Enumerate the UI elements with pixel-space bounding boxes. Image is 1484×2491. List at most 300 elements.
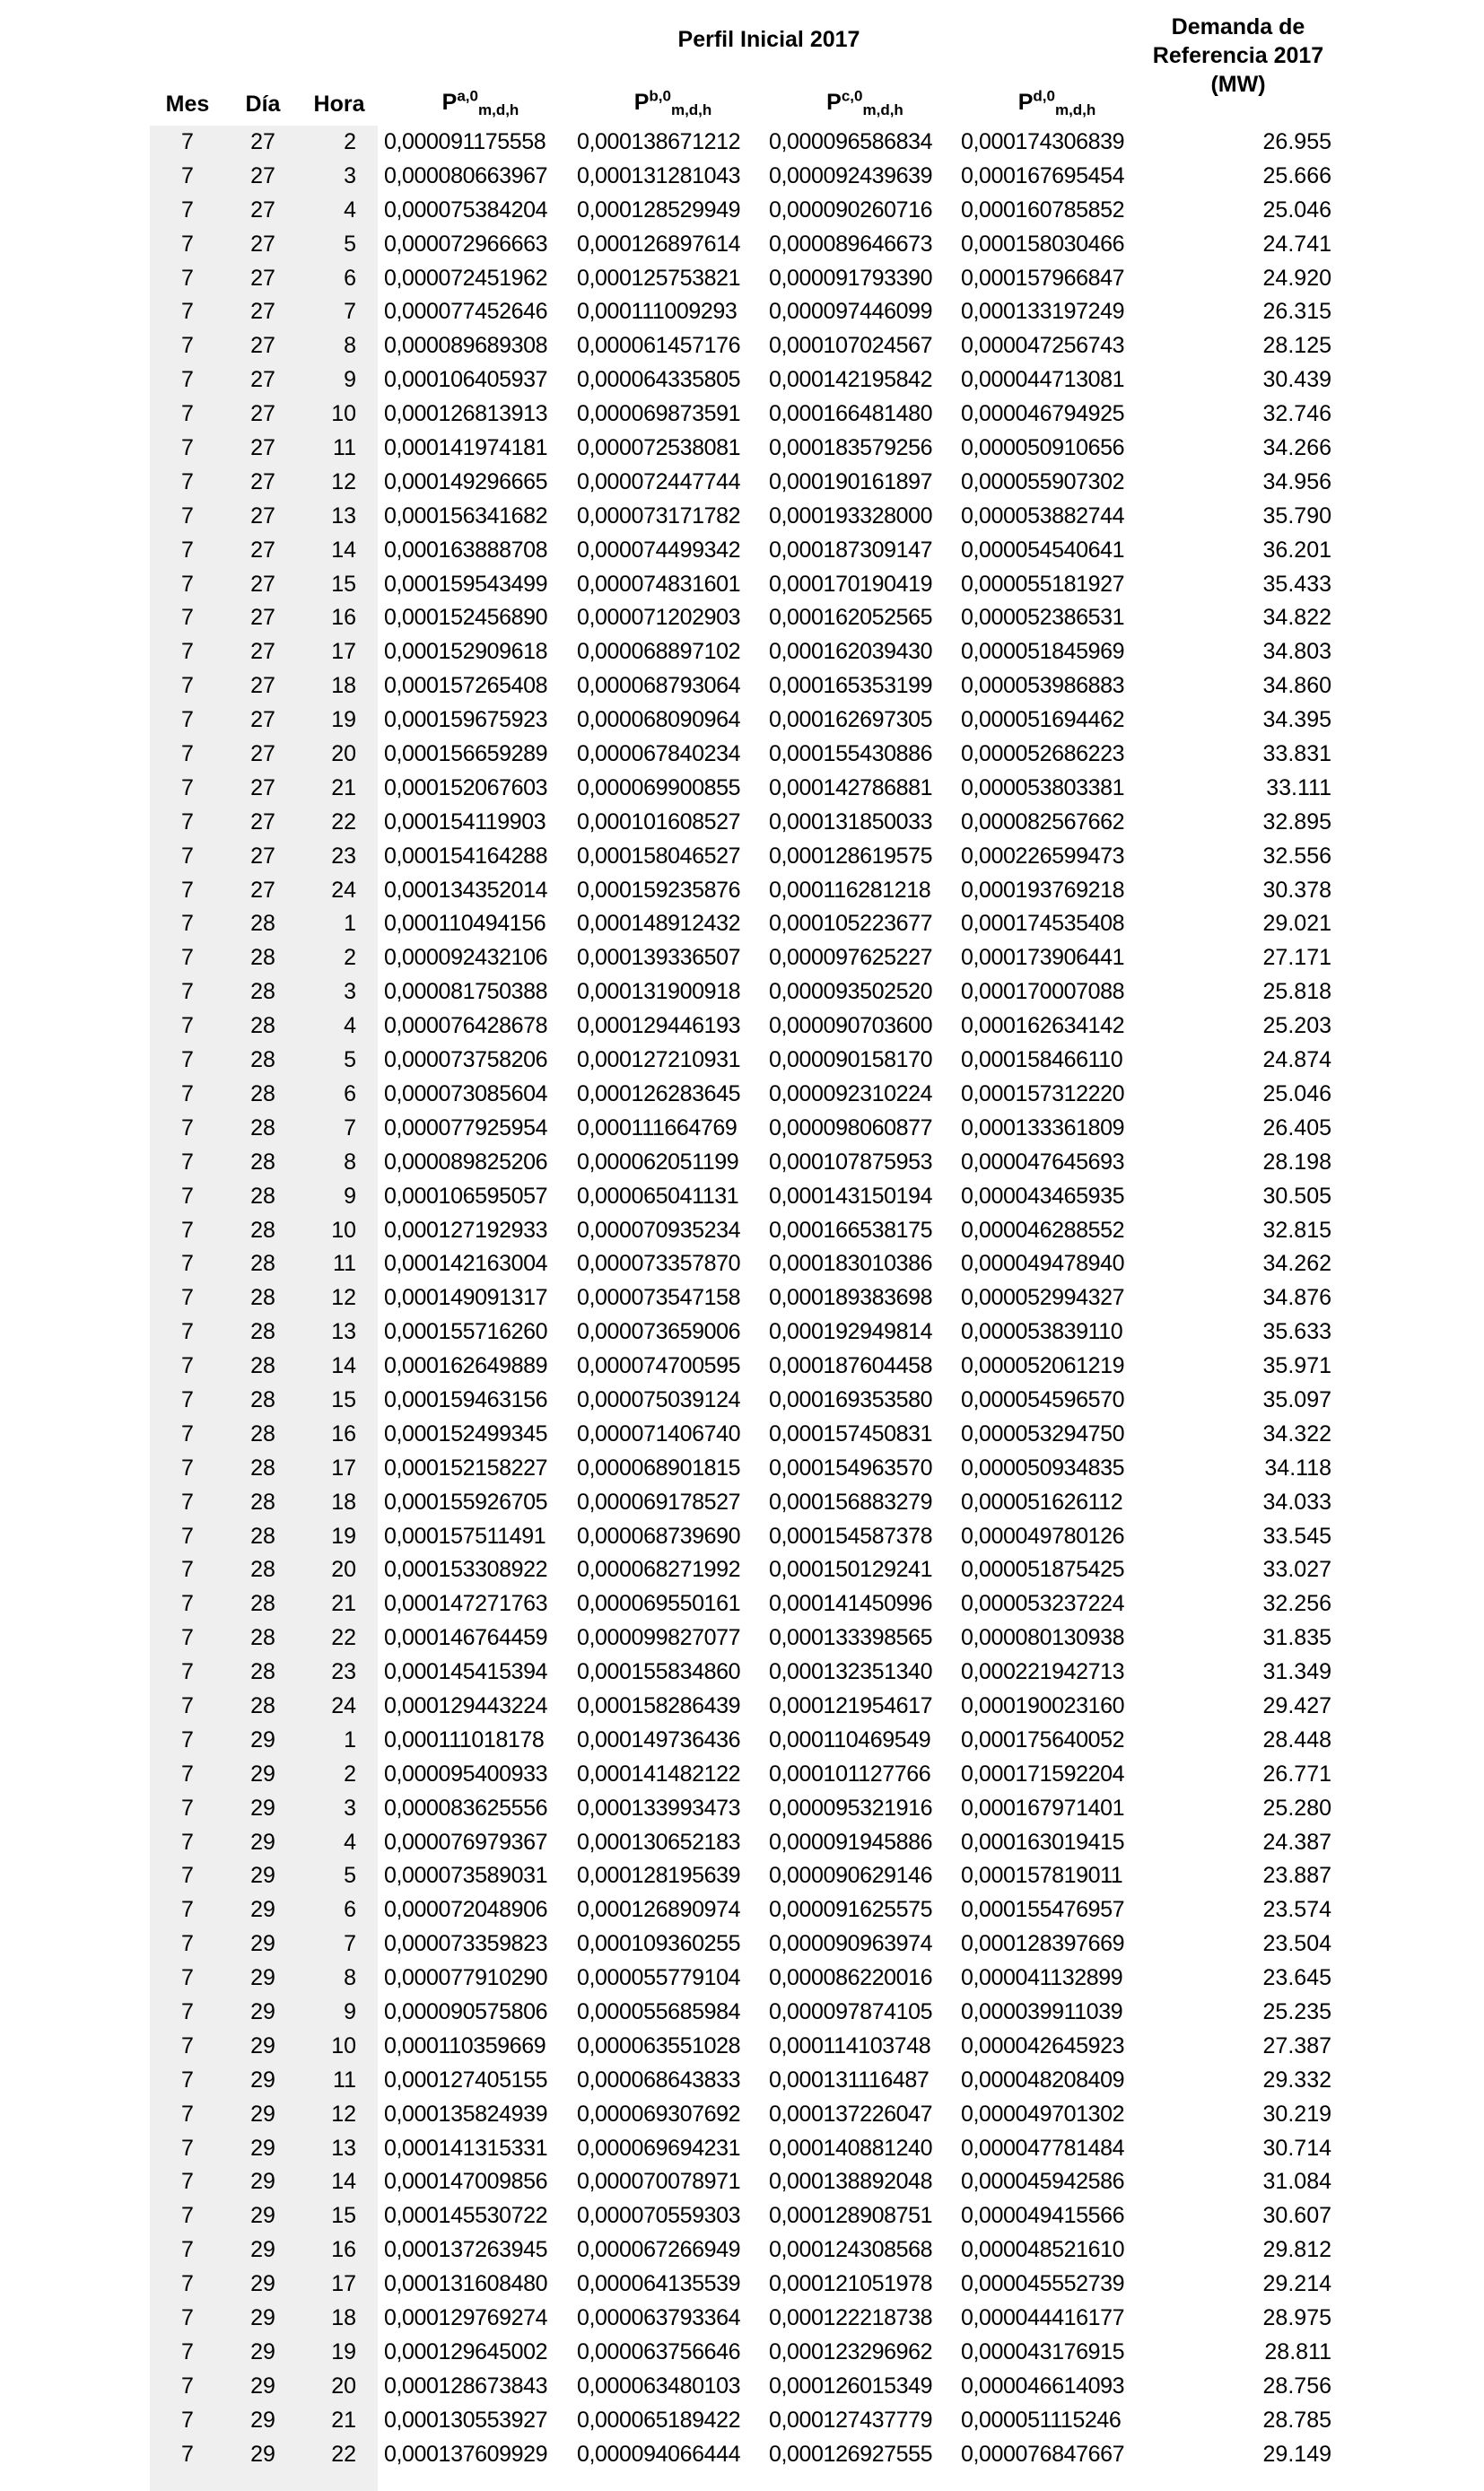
cell-pd: 0,000053839110 (961, 1319, 1123, 1345)
col-header-pd-sup: d,0 (1033, 87, 1055, 105)
cell-pd: 0,000053882744 (961, 503, 1125, 529)
cell-pb: 0,000141482122 (577, 1761, 741, 1787)
cell-pc: 0,000092439639 (769, 162, 933, 188)
col-header-pc-sup: c,0 (841, 87, 863, 105)
cell-mes: 7 (181, 707, 194, 733)
cell-pa: 0,000126813913 (384, 401, 548, 427)
cell-pd: 0,000053986883 (961, 673, 1125, 699)
table-row (0, 1281, 1484, 1315)
cell-dia: 28 (250, 1251, 275, 1277)
col-header-pa-sub: m,d,h (477, 101, 519, 118)
table-row (0, 1486, 1484, 1520)
cell-pa: 0,000137609929 (384, 2441, 548, 2467)
cell-demanda: 28.198 (1262, 1149, 1331, 1175)
cell-pb: 0,000126283645 (577, 1080, 741, 1106)
cell-pc: 0,000107024567 (769, 333, 933, 359)
cell-pb: 0,000069694231 (577, 2135, 741, 2161)
cell-mes: 7 (181, 2032, 194, 2058)
cell-pa: 0,000075384204 (384, 197, 548, 223)
cell-hora-value: 22 (331, 808, 356, 835)
cell-hora-value: 14 (331, 2169, 356, 2195)
cell-dia: 28 (250, 1692, 275, 1718)
cell-mes: 7 (181, 774, 194, 800)
cell-demanda: 28.756 (1262, 2373, 1331, 2399)
cell-pd: 0,000080130938 (961, 1625, 1125, 1651)
table-row (0, 907, 1484, 941)
cell-mes: 7 (181, 945, 194, 971)
cell-pb: 0,000148912432 (577, 911, 741, 937)
cell-demanda: 29.812 (1262, 2237, 1331, 2263)
cell-hora (301, 1486, 378, 1520)
demand-title-line-3: (MW) (1210, 72, 1266, 97)
cell-pd: 0,000174306839 (961, 129, 1125, 154)
cell-dia: 27 (250, 468, 275, 494)
cell-pa: 0,000147009856 (384, 2169, 548, 2195)
cell-demanda: 33.027 (1262, 1557, 1331, 1583)
cell-pa: 0,000089825206 (384, 1149, 548, 1175)
cell-hora (301, 2199, 378, 2233)
table-row (0, 1553, 1484, 1587)
cell-hora (301, 1656, 378, 1690)
cell-pc: 0,000098060877 (769, 1114, 933, 1141)
cell-pd: 0,000039911039 (961, 1998, 1123, 2024)
cell-pa: 0,000106405937 (384, 367, 548, 393)
cell-pa: 0,000141315331 (384, 2135, 548, 2161)
cell-mes: 7 (181, 1761, 194, 1787)
table-row (0, 1996, 1484, 2030)
cell-pa: 0,000106595057 (384, 1183, 548, 1209)
cell-demanda: 24.920 (1262, 265, 1331, 291)
cell-pa: 0,000159543499 (384, 571, 548, 597)
cell-demanda: 33.545 (1262, 1523, 1331, 1549)
cell-hora-value: 16 (331, 1420, 356, 1447)
table-row (0, 1520, 1484, 1554)
cell-hora-value: 7 (344, 1931, 356, 1957)
cell-hora (301, 534, 378, 568)
cell-hora-value: 4 (344, 1829, 356, 1855)
table-row (0, 568, 1484, 602)
cell-demanda: 29.427 (1262, 1692, 1331, 1718)
cell-mes: 7 (181, 1726, 194, 1752)
cell-pb: 0,000073659006 (577, 1319, 741, 1345)
cell-pc: 0,000121954617 (769, 1692, 933, 1718)
table-row (0, 1418, 1484, 1452)
cell-hora-value: 9 (344, 1998, 356, 2024)
cell-pa: 0,000157265408 (384, 673, 548, 699)
cell-pb: 0,000063756646 (577, 2338, 741, 2364)
cell-demanda: 34.956 (1262, 468, 1331, 494)
cell-pd: 0,000055907302 (961, 468, 1125, 494)
cell-pc: 0,000189383698 (769, 1285, 933, 1311)
cell-mes: 7 (181, 435, 194, 461)
cell-hora-value: 15 (331, 2203, 356, 2229)
cell-pb: 0,000073357870 (577, 1251, 741, 1277)
cell-pd: 0,000046288552 (961, 1217, 1125, 1243)
cell-pa: 0,000073758206 (384, 1047, 548, 1073)
cell-pd: 0,000054540641 (961, 537, 1125, 563)
cell-hora-value: 17 (331, 1455, 356, 1481)
cell-dia: 28 (250, 1013, 275, 1039)
cell-pa: 0,000146764459 (384, 1625, 548, 1651)
table-row (0, 2165, 1484, 2199)
cell-pb: 0,000128195639 (577, 1863, 741, 1889)
cell-pc: 0,000154963570 (769, 1455, 933, 1481)
cell-pa: 0,000076979367 (384, 1829, 548, 1855)
cell-dia: 27 (250, 401, 275, 427)
cell-pc: 0,000192949814 (769, 1319, 933, 1345)
cell-hora-value: 13 (331, 2135, 356, 2161)
cell-pa: 0,000152499345 (384, 1420, 548, 1447)
cell-pc: 0,000092310224 (769, 1080, 933, 1106)
cell-pa: 0,000137263945 (384, 2237, 548, 2263)
cell-dia: 29 (250, 2305, 275, 2330)
demand-title (1139, 13, 1337, 99)
cell-mes: 7 (181, 741, 194, 767)
cell-pd: 0,000042645923 (961, 2032, 1125, 2058)
cell-hora (301, 1418, 378, 1452)
col-header-pd-base: P (1017, 90, 1034, 115)
cell-hora-value: 10 (331, 401, 356, 427)
cell-pc: 0,000143150194 (769, 1183, 933, 1209)
cell-pb: 0,000149736436 (577, 1726, 741, 1752)
table-row (0, 1893, 1484, 1927)
cell-pd: 0,000044416177 (961, 2305, 1125, 2330)
cell-mes: 7 (181, 1217, 194, 1243)
table-row (0, 2064, 1484, 2098)
cell-pb: 0,000158046527 (577, 843, 741, 869)
cell-dia: 27 (250, 639, 275, 665)
cell-dia: 28 (250, 1353, 275, 1379)
cell-hora (301, 2268, 378, 2302)
cell-pd: 0,000045552739 (961, 2271, 1125, 2297)
cell-pd: 0,000050934835 (961, 1455, 1125, 1481)
cell-demanda: 25.046 (1262, 197, 1331, 223)
cell-pc: 0,000090260716 (769, 197, 933, 223)
cell-pb: 0,000074700595 (577, 1353, 741, 1379)
cell-hora (301, 1384, 378, 1418)
table-row (0, 806, 1484, 840)
cell-demanda: 26.771 (1262, 1761, 1331, 1787)
cell-demanda: 35.097 (1262, 1386, 1331, 1412)
cell-dia: 29 (250, 2101, 275, 2127)
cell-hora-value: 17 (331, 639, 356, 665)
cell-hora (301, 1010, 378, 1044)
table-row (0, 126, 1484, 160)
cell-pc: 0,000170190419 (769, 571, 933, 597)
cell-pb: 0,000064335805 (577, 367, 741, 393)
cell-hora-value: 4 (344, 1013, 356, 1039)
table-row (0, 2336, 1484, 2370)
cell-pa: 0,000110359669 (384, 2032, 546, 2058)
cell-dia: 28 (250, 1149, 275, 1175)
cell-pb: 0,000068901815 (577, 1455, 741, 1481)
cell-hora (301, 772, 378, 806)
table-row (0, 1621, 1484, 1656)
table-row (0, 941, 1484, 975)
cell-dia: 28 (250, 1047, 275, 1073)
table-row (0, 2438, 1484, 2472)
cell-pb: 0,000063551028 (577, 2032, 741, 2058)
cell-mes: 7 (181, 1114, 194, 1141)
cell-pb: 0,000068897102 (577, 639, 741, 665)
cell-demanda: 32.895 (1262, 808, 1331, 835)
cell-hora-value: 8 (344, 333, 356, 359)
cell-mes: 7 (181, 197, 194, 223)
cell-mes: 7 (181, 1523, 194, 1549)
cell-mes: 7 (181, 673, 194, 699)
table-row (0, 2098, 1484, 2132)
cell-dia: 29 (250, 2338, 275, 2364)
cell-pc: 0,000090963974 (769, 1931, 933, 1957)
cell-pb: 0,000069873591 (577, 401, 741, 427)
cell-mes: 7 (181, 333, 194, 359)
cell-dia: 27 (250, 367, 275, 393)
cell-pd: 0,000053294750 (961, 1420, 1125, 1447)
cell-dia: 28 (250, 1285, 275, 1311)
cell-pb: 0,000074831601 (577, 571, 741, 597)
cell-dia: 27 (250, 774, 275, 800)
cell-pd: 0,000049701302 (961, 2101, 1125, 2127)
cell-mes: 7 (181, 1285, 194, 1311)
table-row (0, 1214, 1484, 1248)
cell-demanda: 29.214 (1262, 2271, 1331, 2297)
cell-pb: 0,000061457176 (577, 333, 741, 359)
table-row (0, 329, 1484, 363)
cell-demanda: 35.633 (1262, 1319, 1331, 1345)
cell-mes: 7 (181, 1149, 194, 1175)
cell-pd: 0,000167695454 (961, 162, 1125, 188)
cell-dia: 29 (250, 1829, 275, 1855)
cell-pc: 0,000133398565 (769, 1625, 933, 1651)
cell-pd: 0,000043176915 (961, 2338, 1125, 2364)
cell-hora-value: 5 (344, 231, 356, 257)
cell-demanda: 28.811 (1264, 2338, 1331, 2364)
cell-dia: 28 (250, 1557, 275, 1583)
cell-pc: 0,000121051978 (769, 2271, 933, 2297)
cell-dia: 29 (250, 1931, 275, 1957)
table-row (0, 1180, 1484, 1214)
cell-dia: 29 (250, 2067, 275, 2093)
cell-demanda: 28.975 (1262, 2305, 1331, 2330)
cell-pc: 0,000123296962 (769, 2338, 933, 2364)
cell-pd: 0,000053237224 (961, 1591, 1125, 1617)
cell-pb: 0,000073547158 (577, 1285, 741, 1311)
cell-hora (301, 2370, 378, 2404)
cell-hora-value: 20 (331, 1557, 356, 1583)
cell-hora (301, 2030, 378, 2064)
cell-mes: 7 (181, 1659, 194, 1685)
cell-pa: 0,000155716260 (384, 1319, 548, 1345)
cell-dia: 28 (250, 1080, 275, 1106)
cell-mes: 7 (181, 1353, 194, 1379)
cell-dia: 28 (250, 1183, 275, 1209)
cell-pc: 0,000089646673 (769, 231, 933, 257)
cell-dia: 27 (250, 605, 275, 631)
cell-hora-value: 12 (331, 2101, 356, 2127)
cell-pa: 0,000129443224 (384, 1692, 548, 1718)
table-row (0, 1962, 1484, 1996)
cell-pd: 0,000048208409 (961, 2067, 1125, 2093)
cell-mes: 7 (181, 911, 194, 937)
cell-pd: 0,000054596570 (961, 1386, 1125, 1412)
cell-pd: 0,000051626112 (961, 1489, 1123, 1515)
cell-pa: 0,000154164288 (384, 843, 548, 869)
cell-demanda: 34.266 (1262, 435, 1331, 461)
cell-hora (301, 1621, 378, 1656)
cell-pc: 0,000183579256 (769, 435, 933, 461)
cell-pc: 0,000128908751 (769, 2203, 933, 2229)
cell-dia: 27 (250, 843, 275, 869)
cell-hora-value: 3 (344, 162, 356, 188)
cell-dia: 29 (250, 1761, 275, 1787)
cell-hora (301, 1044, 378, 1078)
cell-dia: 29 (250, 1897, 275, 1923)
cell-hora (301, 874, 378, 908)
cell-pb: 0,000068090964 (577, 707, 741, 733)
cell-hora (301, 2336, 378, 2370)
cell-pd: 0,000082567662 (961, 808, 1125, 835)
cell-hora (301, 806, 378, 840)
demand-title-line-2: Referencia 2017 (1152, 43, 1324, 68)
cell-hora-value: 4 (344, 197, 356, 223)
cell-pd: 0,000047781484 (961, 2135, 1125, 2161)
cell-dia: 29 (250, 1863, 275, 1889)
cell-hora (301, 2064, 378, 2098)
cell-pb: 0,000065041131 (577, 1183, 739, 1209)
cell-pd: 0,000041132899 (961, 1965, 1123, 1991)
cell-dia: 27 (250, 231, 275, 257)
cell-hora-value: 9 (344, 367, 356, 393)
cell-pc: 0,000116281218 (769, 877, 931, 903)
cell-pa: 0,000152456890 (384, 605, 548, 631)
cell-hora (301, 2404, 378, 2438)
cell-hora-value: 23 (331, 843, 356, 869)
cell-hora (301, 1247, 378, 1281)
cell-pd: 0,000167971401 (961, 1795, 1125, 1821)
cell-pc: 0,000162039430 (769, 639, 933, 665)
cell-pa: 0,000159463156 (384, 1386, 548, 1412)
cell-pa: 0,000135824939 (384, 2101, 548, 2127)
cell-dia: 27 (250, 537, 275, 563)
cell-hora-value: 13 (331, 1319, 356, 1345)
cell-demanda: 30.714 (1262, 2135, 1331, 2161)
table-row (0, 772, 1484, 806)
cell-dia: 29 (250, 2169, 275, 2195)
cell-pb: 0,000068739690 (577, 1523, 741, 1549)
cell-hora (301, 1758, 378, 1792)
cell-mes: 7 (181, 571, 194, 597)
cell-hora (301, 500, 378, 534)
table-row (0, 1112, 1484, 1146)
cell-demanda: 32.815 (1262, 1217, 1331, 1243)
cell-pb: 0,000069178527 (577, 1489, 741, 1515)
cell-hora-value: 3 (344, 979, 356, 1005)
cell-pb: 0,000155834860 (577, 1659, 741, 1685)
cell-pb: 0,000133993473 (577, 1795, 741, 1821)
cell-mes: 7 (181, 401, 194, 427)
cell-mes: 7 (181, 2169, 194, 2195)
cell-pa: 0,000083625556 (384, 1795, 548, 1821)
cell-demanda: 34.033 (1262, 1489, 1331, 1515)
cell-pd: 0,000051694462 (961, 707, 1125, 733)
cell-mes: 7 (181, 2203, 194, 2229)
cell-dia: 29 (250, 1965, 275, 1991)
cell-mes: 7 (181, 2373, 194, 2399)
table-row (0, 2404, 1484, 2438)
cell-mes: 7 (181, 2237, 194, 2263)
cell-hora (301, 1281, 378, 1315)
cell-hora-value: 2 (344, 945, 356, 971)
cell-pc: 0,000096586834 (769, 129, 933, 154)
cell-pd: 0,000128397669 (961, 1931, 1125, 1957)
cell-hora (301, 1112, 378, 1146)
cell-pc: 0,000193328000 (769, 503, 933, 529)
cell-hora-value: 21 (331, 2407, 356, 2433)
cell-pd: 0,000157312220 (961, 1080, 1125, 1106)
table-row (0, 840, 1484, 874)
cell-hora-value: 6 (344, 265, 356, 291)
table-row (0, 1927, 1484, 1962)
table-row (0, 1792, 1484, 1826)
cell-demanda: 23.504 (1262, 1931, 1331, 1957)
cell-pd: 0,000190023160 (961, 1692, 1125, 1718)
cell-pc: 0,000190161897 (769, 468, 933, 494)
cell-mes: 7 (181, 2407, 194, 2433)
cell-hora-value: 14 (331, 537, 356, 563)
cell-pc: 0,000166538175 (769, 1217, 933, 1243)
cell-demanda: 24.741 (1262, 231, 1331, 257)
cell-pd: 0,000051115246 (961, 2407, 1122, 2433)
cell-pb: 0,000068643833 (577, 2067, 741, 2093)
table-row (0, 1859, 1484, 1893)
cell-pa: 0,000072451962 (384, 265, 548, 291)
cell-demanda: 26.955 (1262, 129, 1331, 154)
cell-pa: 0,000128673843 (384, 2373, 548, 2399)
cell-demanda: 23.574 (1262, 1897, 1331, 1923)
cell-mes: 7 (181, 1557, 194, 1583)
cell-pb: 0,000101608527 (577, 808, 741, 835)
cell-hora (301, 1350, 378, 1384)
cell-pd: 0,000160785852 (961, 197, 1125, 223)
cell-mes: 7 (181, 1251, 194, 1277)
table-row (0, 160, 1484, 194)
table-row (0, 2132, 1484, 2166)
cell-hora (301, 1792, 378, 1826)
cell-hora-value: 6 (344, 1897, 356, 1923)
cell-pb: 0,000062051199 (577, 1149, 739, 1175)
cell-mes: 7 (181, 1863, 194, 1889)
cell-mes: 7 (181, 265, 194, 291)
cell-demanda: 26.315 (1262, 299, 1331, 325)
cell-mes: 7 (181, 162, 194, 188)
cell-dia: 29 (250, 2407, 275, 2433)
cell-pb: 0,000159235876 (577, 877, 741, 903)
table-row (0, 704, 1484, 738)
cell-pa: 0,000130553927 (384, 2407, 548, 2433)
cell-hora (301, 2098, 378, 2132)
cell-pa: 0,000080663967 (384, 162, 548, 188)
cell-pd: 0,000076847667 (961, 2441, 1125, 2467)
cell-pd: 0,000170007088 (961, 979, 1125, 1005)
col-header-pc-base: P (826, 90, 842, 115)
cell-mes: 7 (181, 2135, 194, 2161)
cell-pc: 0,000122218738 (769, 2305, 933, 2330)
cell-pc: 0,000142195842 (769, 367, 933, 393)
cell-pb: 0,000070935234 (577, 1217, 741, 1243)
table-row (0, 432, 1484, 466)
cell-dia: 28 (250, 1319, 275, 1345)
cell-pc: 0,000091793390 (769, 265, 933, 291)
